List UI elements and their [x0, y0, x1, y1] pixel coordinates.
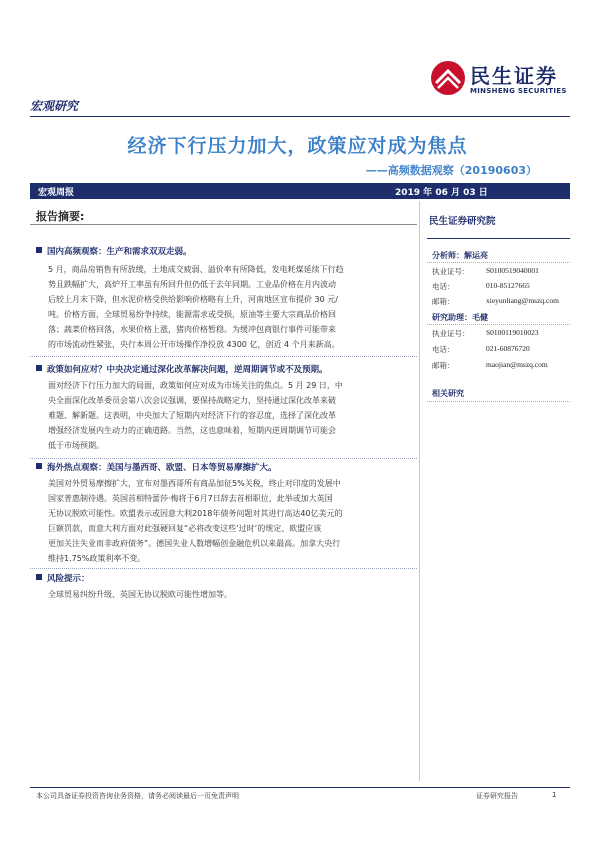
report-type: 宏观周报: [38, 188, 75, 198]
section-heading-risk: 风险提示：: [36, 572, 90, 584]
sidebar-divider: [427, 238, 570, 239]
sidebar-dotted-divider: [427, 262, 570, 263]
related-research-heading: 相关研究: [432, 389, 464, 398]
report-date: 2019 年 06 月 03 日: [395, 188, 488, 198]
report-category: 宏观研究: [30, 99, 79, 113]
section-body-overseas: 美国对外贸易摩擦扩大，宣布对墨西哥所有商品加征5%关税，终止对印度的发展中 国家普惠制待遇。英国首相特蕾莎·梅将于6月7日辞去首相职位，此举或加大英国 无协议脱欧可能性。欧盟表示或因意大利2018年债务问题对其进行高达40亿美元的 巨额罚款，而意大利方面对此强硬回复“必将改变这些‘过时’的规定、欧盟应该 更加关注失业而非政府债务”。德国失业人数增幅创金融危机以来最高。加拿大央行 维持1.75%政策利率不变。: [48, 479, 343, 563]
header-band: [30, 183, 570, 199]
analyst-license-value: S0100519040001: [486, 266, 539, 275]
column-divider: [419, 201, 420, 781]
research-institute-title: 民生证券研究院: [429, 216, 496, 227]
bullet-square-icon: [36, 365, 42, 371]
analyst-phone-label: 电话：: [432, 282, 455, 291]
section-body-policy: 面对经济下行压力加大的局面，政策如何应对成为市场关注的焦点。5 月 29 日，中 央全面深化改革委员会第八次会议强调，要保持战略定力，坚持通过深化改革来破 难题、解新题。这表明，中央加大了短期内对经济下行的容忍度，选择了深化改革 增强经济发展内生动力的正确道路。当然，这也意味着，短期内逆周期调节可能会 低于市场预期。: [48, 381, 343, 450]
section-heading-domestic: 国内高频观察：生产和需求双双走弱。: [36, 245, 192, 257]
assistant-email-label: 邮箱：: [432, 361, 455, 370]
report-subtitle: ——高频数据观察（20190603）: [365, 164, 537, 177]
analyst-heading: 分析师：解运亮: [432, 251, 488, 260]
assistant-heading: 研究助理：毛健: [432, 313, 488, 322]
section-divider: [30, 458, 417, 459]
bullet-square-icon: [36, 574, 42, 580]
assistant-email-value[interactable]: maojian@mszq.com: [486, 360, 548, 369]
section-divider: [30, 356, 417, 357]
logo-name-en: MINSHENG SECURITIES: [470, 87, 567, 95]
summary-title: 报告摘要:: [36, 210, 85, 223]
assistant-phone-label: 电话：: [432, 345, 455, 354]
section-body-risk: 全球贸易纠纷升级、英国无协议脱欧可能性增加等。: [48, 590, 232, 599]
report-title: 经济下行压力加大，政策应对成为焦点: [127, 135, 468, 157]
category-divider: [30, 116, 570, 117]
summary-divider: [30, 224, 417, 225]
sidebar-dotted-divider: [427, 324, 570, 325]
assistant-license-value: S0100119010023: [486, 328, 539, 337]
analyst-phone-value: 010-85127665: [486, 281, 530, 290]
analyst-email-label: 邮箱：: [432, 297, 455, 306]
page-number: 1: [552, 791, 557, 799]
sidebar-dotted-divider: [427, 401, 570, 402]
bullet-square-icon: [36, 247, 42, 253]
assistant-license-label: 执业证号：: [432, 329, 470, 338]
assistant-phone-value: 021-60876720: [486, 344, 530, 353]
section-heading-policy: 政策如何应对？中央决定通过深化改革解决问题，逆周期调节或不及预期。: [36, 363, 328, 375]
logo-name-cn: 民生证券: [470, 64, 558, 88]
analyst-license-label: 执业证号：: [432, 267, 470, 276]
section-heading-overseas: 海外热点观察：美国与墨西哥、欧盟、日本等贸易摩擦扩大。: [36, 461, 277, 473]
bullet-square-icon: [36, 463, 42, 469]
footer-report-type: 证券研究报告: [476, 792, 518, 800]
footer-disclaimer: 本公司具备证券投资咨询业务资格，请务必阅读最后一页免责声明: [36, 792, 239, 800]
footer-divider: [30, 787, 570, 788]
section-body-domestic: 5 月，商品房销售有所放缓，土地成交疲弱、溢价率有所降低，发电耗煤延续下行趋 势且跌幅扩大，高炉开工率虽有所回升但仍低于去年同期。工业品价格在月内波动 后较上月末下降，但水泥价格受供给影响价格略有上升，河南地区宣布提价 30 元/ 吨。价格方面，全球贸易纷争持续，能源需求或受损，原油等主要大宗商品价格回 落；蔬菜价格回落，水果价格上涨，猪肉价格暂稳。为缓冲包商银行事件可能带来 的市场流动性紧张，央行本周公开市场操作净投放 4300 亿，创近 4 个月来新高。: [48, 265, 344, 349]
analyst-email-value[interactable]: xieyunliang@mszq.com: [486, 296, 559, 305]
section-divider: [30, 568, 417, 569]
